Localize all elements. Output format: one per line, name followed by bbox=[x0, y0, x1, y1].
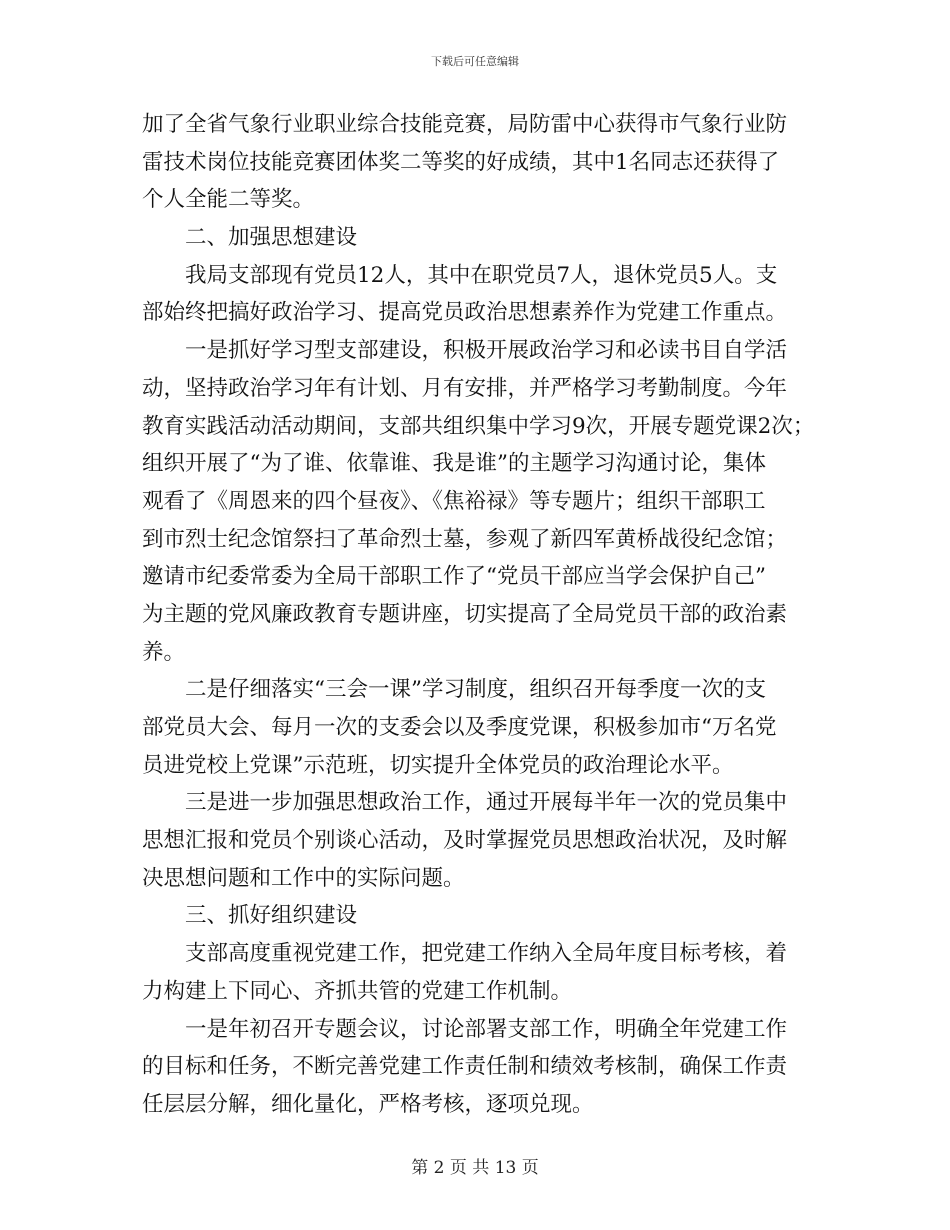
text-line: 二是仔细落实“三会一课”学习制度，组织召开每季度一次的支 bbox=[142, 677, 766, 703]
text-line: 到市烈士纪念馆祭扫了革命烈士墓，参观了新四军黄桥战役纪念馆； bbox=[142, 526, 788, 552]
text-line: 部始终把搞好政治学习、提高党员政治思想素养作为党建工作重点。 bbox=[142, 300, 788, 326]
text-line: 支部高度重视党建工作，把党建工作纳入全局年度目标考核，着 bbox=[142, 941, 788, 967]
text-line: 力构建上下同心、齐抓共管的党建工作机制。 bbox=[142, 978, 573, 1004]
body-text bbox=[142, 106, 822, 1124]
text-line: 三是进一步加强思想政治工作，通过开展每半年一次的党员集中 bbox=[142, 790, 788, 816]
text-line: 加了全省气象行业职业综合技能竞赛，局防雷中心获得市气象行业防 bbox=[142, 112, 788, 137]
text-line: 的目标和任务，不断完善党建工作责任制和绩效考核制，确保工作责 bbox=[142, 1054, 788, 1080]
page-footer: 第 2 页 共 13 页 bbox=[411, 1158, 539, 1178]
text-line: 思想汇报和党员个别谈心活动，及时掌握党员思想政治状况，及时解 bbox=[142, 828, 788, 854]
text-line: 教育实践活动活动期间，支部共组织集中学习9次，开展专题党课2次； bbox=[142, 413, 815, 439]
text-line: 一是抓好学习型支部建设，积极开展政治学习和必读书目自学活 bbox=[142, 338, 788, 364]
text-line: 任层层分解，细化量化，严格考核，逐项兑现。 bbox=[142, 1091, 594, 1117]
text-line: 为主题的党风廉政教育专题讲座，切实提高了全局党员干部的政治素 bbox=[142, 601, 788, 627]
text-line: 动，坚持政治学习年有计划、月有安排，并严格学习考勤制度。今年 bbox=[142, 375, 788, 401]
text-line: 组织开展了“为了谁、依靠谁、我是谁”的主题学习沟通讨论，集体 bbox=[142, 451, 766, 477]
text-line: 邀请市纪委常委为全局干部职工作了“党员干部应当学会保护自己” bbox=[142, 564, 766, 590]
text-line: 我局支部现有党员12人，其中在职党员7人，退休党员5人。支 bbox=[142, 262, 778, 288]
section-heading: 二、加强思想建设 bbox=[142, 225, 358, 251]
text-line: 养。 bbox=[142, 639, 186, 665]
text-line: 决思想问题和工作中的实际问题。 bbox=[142, 865, 465, 891]
text-line: 一是年初召开专题会议，讨论部署支部工作，明确全年党建工作 bbox=[142, 1016, 788, 1042]
text-line: 员进党校上党课”示范班，切实提升全体党员的政治理论水平。 bbox=[142, 752, 734, 778]
page-header: 下载后可任意编辑 bbox=[431, 55, 519, 68]
text-line: 部党员大会、每月一次的支委会以及季度党课，积极参加市“万名党 bbox=[142, 715, 777, 740]
text-line: 观看了《周恩来的四个昼夜》、《焦裕禄》等专题片；组织干部职工 bbox=[142, 488, 766, 514]
text-line: 个人全能二等奖。 bbox=[142, 187, 315, 213]
section-heading: 三、抓好组织建设 bbox=[142, 903, 358, 929]
text-line: 雷技术岗位技能竞赛团体奖二等奖的好成绩，其中1名同志还获得了 bbox=[142, 149, 780, 175]
